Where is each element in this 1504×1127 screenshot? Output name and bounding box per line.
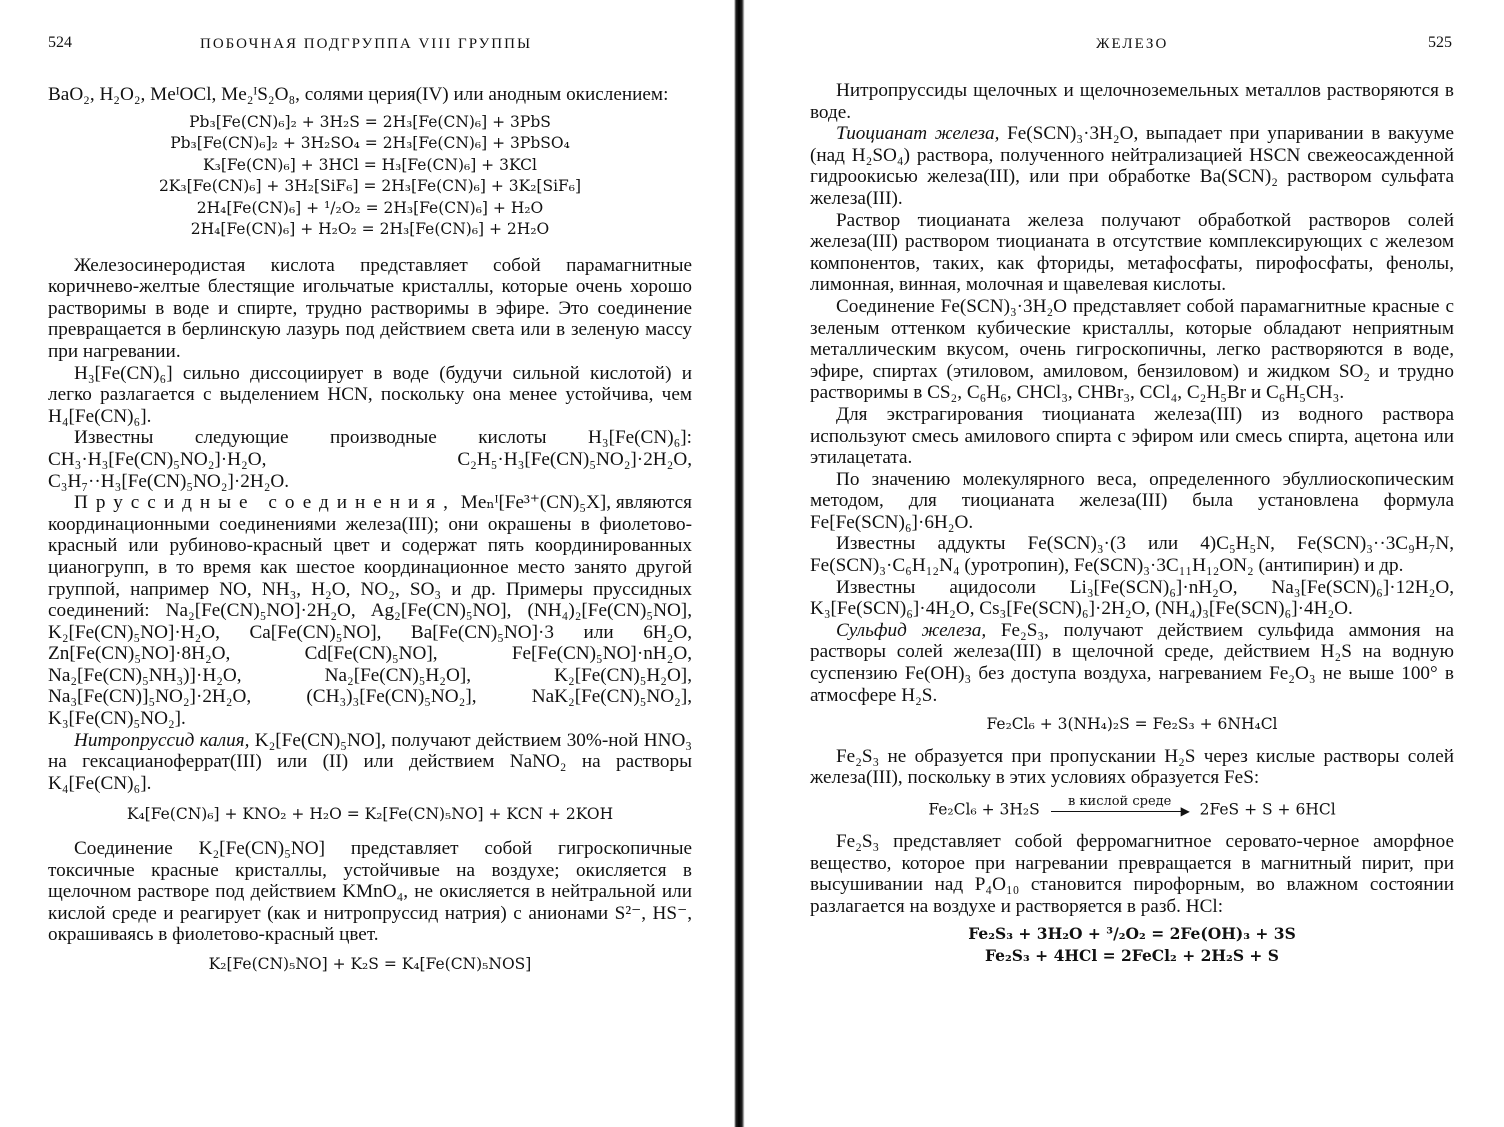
paragraph-text: Fe(SCN)₃·3H₂O, выпадает при упаривании в вакууме (над H₂SO₄) раствора, полученного нейтрализацией HSCN свежеосажденной гидроокисью железа(III), или при обработке Ba(SCN)₂ раствором сульфата железа(III).	[810, 123, 1454, 209]
left-page	[0, 0, 740, 1127]
equation: K₃[Fe(CN)₆] + 3HCl = H₃[Fe(CN)₆] + 3KCl	[203, 155, 537, 174]
paragraph: Fe₂S₃ не образуется при пропускании H₂S через кислые растворы солей железа(III), поскольку в этих условиях образуется FeS:	[810, 745, 1454, 789]
equation-reactants: Fe₂Cl₆ + 3H₂S	[928, 800, 1040, 819]
paragraph: По значению молекулярного веса, определенного эбуллиоскопическим методом, для тиоцианата железа(III) была установлена формула Fe[Fe(SCN)₆]·6H₂O.	[810, 468, 1454, 533]
paragraph: Для экстрагирования тиоцианата железа(III) из водного раствора используют смесь амилового спирта с эфиром или смесь спирта, ацетона или этилацетата.	[810, 403, 1454, 469]
equation: Fe₂S₃ + 3H₂O + ³/₂O₂ = 2Fe(OH)₃ + 3S	[968, 924, 1296, 944]
equation: 2H₄[Fe(CN)₆] + ¹/₂O₂ = 2H₃[Fe(CN)₆] + H₂O	[196, 198, 544, 217]
paragraph	[810, 620, 1454, 706]
equation: K₂[Fe(CN)₅NO] + K₂S = K₄[Fe(CN)₅NOS]	[208, 954, 532, 973]
equation: 2K₃[Fe(CN)₆] + 3H₂[SiF₆] = 2H₃[Fe(CN)₆] + 3K₂[SiF₆]	[158, 177, 582, 196]
paragraph: Нитропруссиды щелочных и щелочноземельных металлов растворяются в воде.	[810, 80, 1454, 123]
right-page	[760, 0, 1504, 1127]
equation: Pb₃[Fe(CN)₆]₂ + 3H₂S = 2H₃[Fe(CN)₆] + 3PbS	[189, 112, 551, 131]
arrow-condition-label: в кислой среде	[1067, 793, 1172, 809]
paragraph: Раствор тиоцианата железа получают обработкой растворов солей железа(III) раствором тиоцианата в отсутствие комплексирующих с железом компонентов, таких, как фториды, метафосфаты, пирофосфаты, фенолы, лимонная, винная, молочная и щавелевая кислоты.	[810, 209, 1454, 296]
paragraph: Известны следующие производные кислоты H₃[Fe(CN)₆]: CH₃·H₃[Fe(CN)₅NO₂]·H₂O, C₂H₅·H₃[Fe(CN)₅NO₂]·2H₂O, C₃H₇··H₃[Fe(CN)₅NO₂]·2H₂O.	[48, 427, 692, 492]
paragraph: Известны ацидосоли Li₃[Fe(SCN)₆]·nH₂O, Na₃[Fe(SCN)₆]·12H₂O, K₃[Fe(SCN)₆]·4H₂O, Cs₃[Fe(SCN)₆]·2H₂O, (NH₄)₃[Fe(SCN)₆]·4H₂O.	[810, 576, 1454, 620]
running-head: ПОБОЧНАЯ ПОДГРУППА VIII ГРУППЫ	[200, 36, 533, 52]
paragraph-text: K₂[Fe(CN)₅NO], получают действием 30%-ной HNO₃ на гексацианоферрат(III) или (II) или действием NaNO₂ на растворы K₄[Fe(CN)₆].	[48, 729, 692, 794]
equation: Fe₂Cl₆ + 3(NH₄)₂S = Fe₂S₃ + 6NH₄Cl	[986, 715, 1278, 734]
paragraph	[48, 730, 692, 795]
equation: Pb₃[Fe(CN)₆]₂ + 3H₂SO₄ = 2H₃[Fe(CN)₆] + 3PbSO₄	[170, 134, 570, 153]
reaction-arrow	[1045, 793, 1195, 821]
paragraph: H₃[Fe(CN)₆] сильно диссоциирует в воде (будучи сильной кислотой) и легко разлагается с выделением HCN, поскольку она менее устойчива, чем H₄[Fe(CN)₆].	[48, 362, 692, 427]
equation-products: 2FeS + S + 6HCl	[1199, 800, 1336, 819]
paragraph: Железосинеродистая кислота представляет собой парамагнитные коричнево-желтые блестящие игольчатые кристаллы, которые очень хорошо растворимы в воде и спирте, трудно растворимы в эфире. Это соединение превращается в берлинскую лазурь под действием света или в зеленую массу при нагревании.	[48, 254, 692, 362]
equation-block	[48, 112, 692, 241]
paragraph	[48, 492, 692, 730]
equation: Fe₂S₃ + 4HCl = 2FeCl₂ + 2H₂S + S	[985, 945, 1279, 965]
arrow-head-icon: ▶	[1180, 803, 1190, 818]
italic-term: Сульфид железа,	[836, 619, 987, 641]
italic-term: Нитропруссид калия,	[74, 729, 250, 751]
paragraph-text: Meₙᴵ[Fe³⁺(CN)₅X], являются координационными соединениями железа(III); они окрашены в фиолетово-красный или рубиново-красный цвет и содержат пять координированных цианогрупп, в то время как шестое координационное место занято другой группой, например NO, NH₃, H₂O, NO₂, SO₃ и др. Примеры пруссидных соединений: Na₂[Fe(CN)₅NO]·2H₂O, Ag₂[Fe(CN)₅NO], (NH₄)₂[Fe(CN)₅NO], K₂[Fe(CN)₅NO]·H₂O, Ca[Fe(CN)₅NO], Ba[Fe(CN)₅NO]·3 или 6H₂O, Zn[Fe(CN)₅NO]·8H₂O, Cd[Fe(CN)₅NO], Fe[Fe(CN)₅NO]·nH₂O, Na₂[Fe(CN)₅NH₃)]·H₂O, Na₂[Fe(CN)₅H₂O], K₂[Fe(CN)₅H₂O], Na₃[Fe(CN)]₅NO₂]·2H₂O, (CH₃)₃[Fe(CN)₅NO₂], NaK₂[Fe(CN)₅NO₂], K₃[Fe(CN)₅NO₂].	[48, 492, 692, 730]
equation-block	[810, 923, 1454, 966]
page-number: 525	[1428, 34, 1452, 51]
paragraph: Соединение Fe(SCN)₃·3H₂O представляет собой парамагнитные красные с зеленым оттенком кубические кристаллы, которые обладают неприятным металлическим вкусом, очень гигроскопичны, легко растворяются в воде, эфире, спиртах (этиловом, амиловом, бензиловом) и жидком SO₂ и трудно растворимы в CS₂, C₆H₆, CHCl₃, CHBr₃, CCl₄, C₂H₅Br и C₆H₅CH₃.	[810, 295, 1454, 404]
paragraph: Fe₂S₃ представляет собой ферромагнитное серовато-черное аморфное вещество, которое при нагревании превращается в магнитный пирит, при высушивании над P₄O₁₀ становится пирофорным, во влажном состоянии разлагается на воздухе и растворяется в разб. HCl:	[810, 830, 1454, 917]
paragraph: Соединение K₂[Fe(CN)₅NO] представляет собой гигроскопичные токсичные красные кристаллы, устойчивые на воздухе; окисляется в щелочном растворе под действием KMnO₄, не окисляется в нейтральной или кислой среде и реагирует (как и нитропруссид натрия) с анионами S²⁻, HS⁻, окрашиваясь в фиолетово-красный цвет.	[48, 837, 692, 946]
paragraph-text: Fe₂S₃, получают действием сульфида аммония на растворы солей железа(III) в щелочной среде, действием H₂S на водную суспензию Fe(OH)₃ без доступа воздуха, нагреванием Fe₂O₃ не выше 100° в атмосфере H₂S.	[810, 619, 1454, 706]
equation: K₄[Fe(CN)₆] + KNO₂ + H₂O = K₂[Fe(CN)₅NO] + KCN + 2KOH	[126, 805, 614, 824]
left-page-body	[48, 84, 692, 975]
equation-with-arrow	[810, 793, 1454, 821]
paragraph	[810, 123, 1454, 209]
running-head: ЖЕЛЕЗО	[1096, 36, 1169, 52]
intro-text: BaO₂, H₂O₂, MeᴵOCl, Me₂ᴵS₂O₈, солями церия(IV) или анодным окислением:	[48, 84, 669, 105]
spaced-term: Пруссидные соединения,	[74, 492, 456, 514]
italic-term: Тиоцианат железа,	[836, 123, 1000, 145]
arrow-line	[1051, 811, 1183, 812]
paragraph: Известны аддукты Fe(SCN)₃·(3 или 4)C₅H₅N, Fe(SCN)₃··3C₉H₇N, Fe(SCN)₃·C₆H₁₂N₄ (уротропин), Fe(SCN)₃·3C₁₁H₁₂ON₂ (антипирин) и др.	[810, 533, 1454, 577]
right-page-body	[810, 80, 1454, 980]
equation: 2H₄[Fe(CN)₆] + H₂O₂ = 2H₃[Fe(CN)₆] + 2H₂O	[190, 220, 550, 239]
page-number: 524	[48, 34, 72, 51]
